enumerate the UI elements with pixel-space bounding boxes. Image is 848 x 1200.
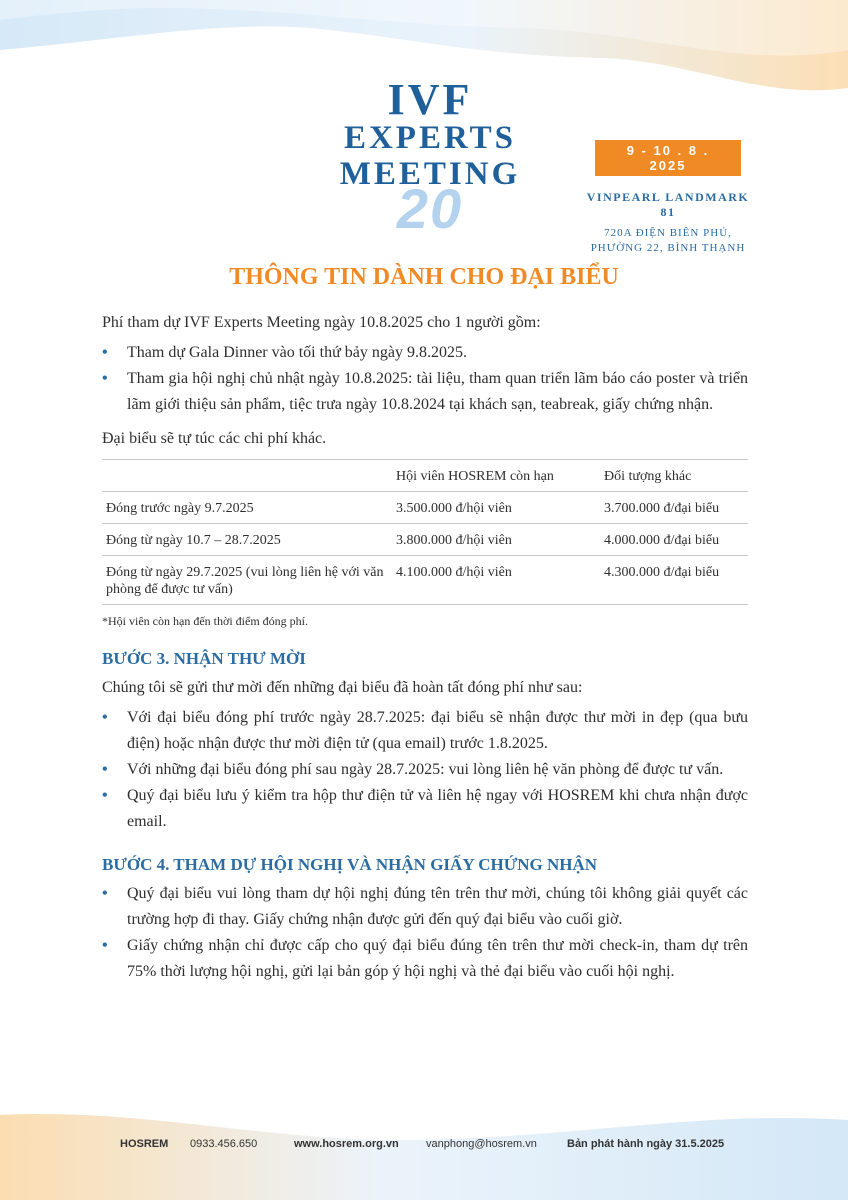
table-header-row <box>102 460 748 492</box>
list-item: • Tham gia hội nghị chủ nhật ngày 10.8.2025: tài liệu, tham quan triển lãm báo cáo poster và triển lãm giới thiệu sản phẩm, tiệc trưa ngày 10.8.2024 tại khách sạn, teabreak, giấy chứng nhận. <box>102 366 748 418</box>
list-item: • Tham dự Gala Dinner vào tối thứ bảy ngày 9.8.2025. <box>102 340 748 366</box>
table-cell: 3.800.000 đ/hội viên <box>392 524 600 556</box>
fee-table <box>102 459 748 605</box>
step3-heading: BƯỚC 3. NHẬN THƯ MỜI <box>102 649 306 668</box>
logo-meeting: MEETING <box>339 156 521 192</box>
footer-release-date: Bản phát hành ngày 31.5.2025 <box>567 1138 725 1150</box>
event-address-line2: PHƯỜNG 22, BÌNH THẠNH <box>590 242 746 254</box>
table-cell: Đóng trước ngày 9.7.2025 <box>102 492 392 524</box>
step3-intro: Chúng tôi sẽ gửi thư mời đến những đại biểu đã hoàn tất đóng phí như sau: <box>102 679 583 696</box>
table-cell: Đóng từ ngày 10.7 – 28.7.2025 <box>102 524 392 556</box>
table-cell: 4.100.000 đ/hội viên <box>392 556 600 605</box>
footer-website-link[interactable]: www.hosrem.org.vn <box>294 1138 399 1150</box>
step4-heading: BƯỚC 4. THAM DỰ HỘI NGHỊ VÀ NHẬN GIẤY CHỨNG NHẬN <box>102 855 598 874</box>
logo-ivf: IVF <box>387 75 473 124</box>
table-cell: 3.700.000 đ/đại biểu <box>600 492 748 524</box>
decorative-wave-bottom <box>0 1100 848 1200</box>
table-cell: 3.500.000 đ/hội viên <box>392 492 600 524</box>
footer-phone: 0933.456.650 <box>190 1138 258 1150</box>
step3-list <box>102 705 748 835</box>
table-header-cell <box>102 460 392 492</box>
event-address-line1: 720A ĐIỆN BIÊN PHỦ, <box>604 227 732 239</box>
list-item: • Giấy chứng nhận chỉ được cấp cho quý đại biểu đúng tên trên thư mời check-in, tham dự trên 75% thời lượng hội nghị, gửi lại bản góp ý hội nghị và thẻ đại biểu vào cuối hội nghị. <box>102 933 748 985</box>
page-title: THÔNG TIN DÀNH CHO ĐẠI BIỂU <box>229 264 619 290</box>
event-date-badge: 9 - 10 . 8 . 2025 <box>595 140 741 176</box>
table-cell: 4.300.000 đ/đại biểu <box>600 556 748 605</box>
fee-note: Đại biểu sẽ tự túc các chi phí khác. <box>102 430 327 447</box>
event-logo <box>330 75 530 240</box>
table-row <box>102 556 748 605</box>
list-item: • Quý đại biểu lưu ý kiểm tra hộp thư điện tử và liên hệ ngay với HOSREM khi chưa nhận được email. <box>102 783 748 835</box>
event-info <box>578 140 758 256</box>
list-item: • Quý đại biểu vui lòng tham dự hội nghị đúng tên trên thư mời, chúng tôi không giải quyết các trường hợp đi thay. Giấy chứng nhận được gửi đến quý đại biểu vào cuối giờ. <box>102 881 748 933</box>
table-footnote: *Hội viên còn hạn đến thời điểm đóng phí. <box>102 614 308 628</box>
table-row <box>102 492 748 524</box>
footer-org: HOSREM <box>120 1138 169 1150</box>
event-address <box>578 226 758 256</box>
step4-list <box>102 881 748 985</box>
list-item: • Với đại biểu đóng phí trước ngày 28.7.2025: đại biểu sẽ nhận được thư mời in đẹp (qua bưu điện) hoặc nhận được thư mời điện tử (qua email) trước 1.8.2025. <box>102 705 748 757</box>
list-item: • Với những đại biểu đóng phí sau ngày 28.7.2025: vui lòng liên hệ văn phòng để được tư vấn. <box>102 757 748 783</box>
table-cell: Đóng từ ngày 29.7.2025 (vui lòng liên hệ với văn phòng để được tư vấn) <box>102 556 392 605</box>
fee-items-list <box>102 340 748 418</box>
table-header-cell: Hội viên HOSREM còn hạn <box>392 460 600 492</box>
logo-number: 20 <box>396 177 464 240</box>
logo-experts: EXPERTS <box>343 120 517 156</box>
main-content <box>102 310 748 985</box>
fee-intro: Phí tham dự IVF Experts Meeting ngày 10.8.2025 cho 1 người gồm: <box>102 314 541 331</box>
event-venue: VINPEARL LANDMARK 81 <box>586 190 750 219</box>
table-header-cell: Đối tượng khác <box>600 460 748 492</box>
footer-email-link[interactable]: vanphong@hosrem.vn <box>426 1138 537 1150</box>
table-row <box>102 524 748 556</box>
table-cell: 4.000.000 đ/đại biểu <box>600 524 748 556</box>
